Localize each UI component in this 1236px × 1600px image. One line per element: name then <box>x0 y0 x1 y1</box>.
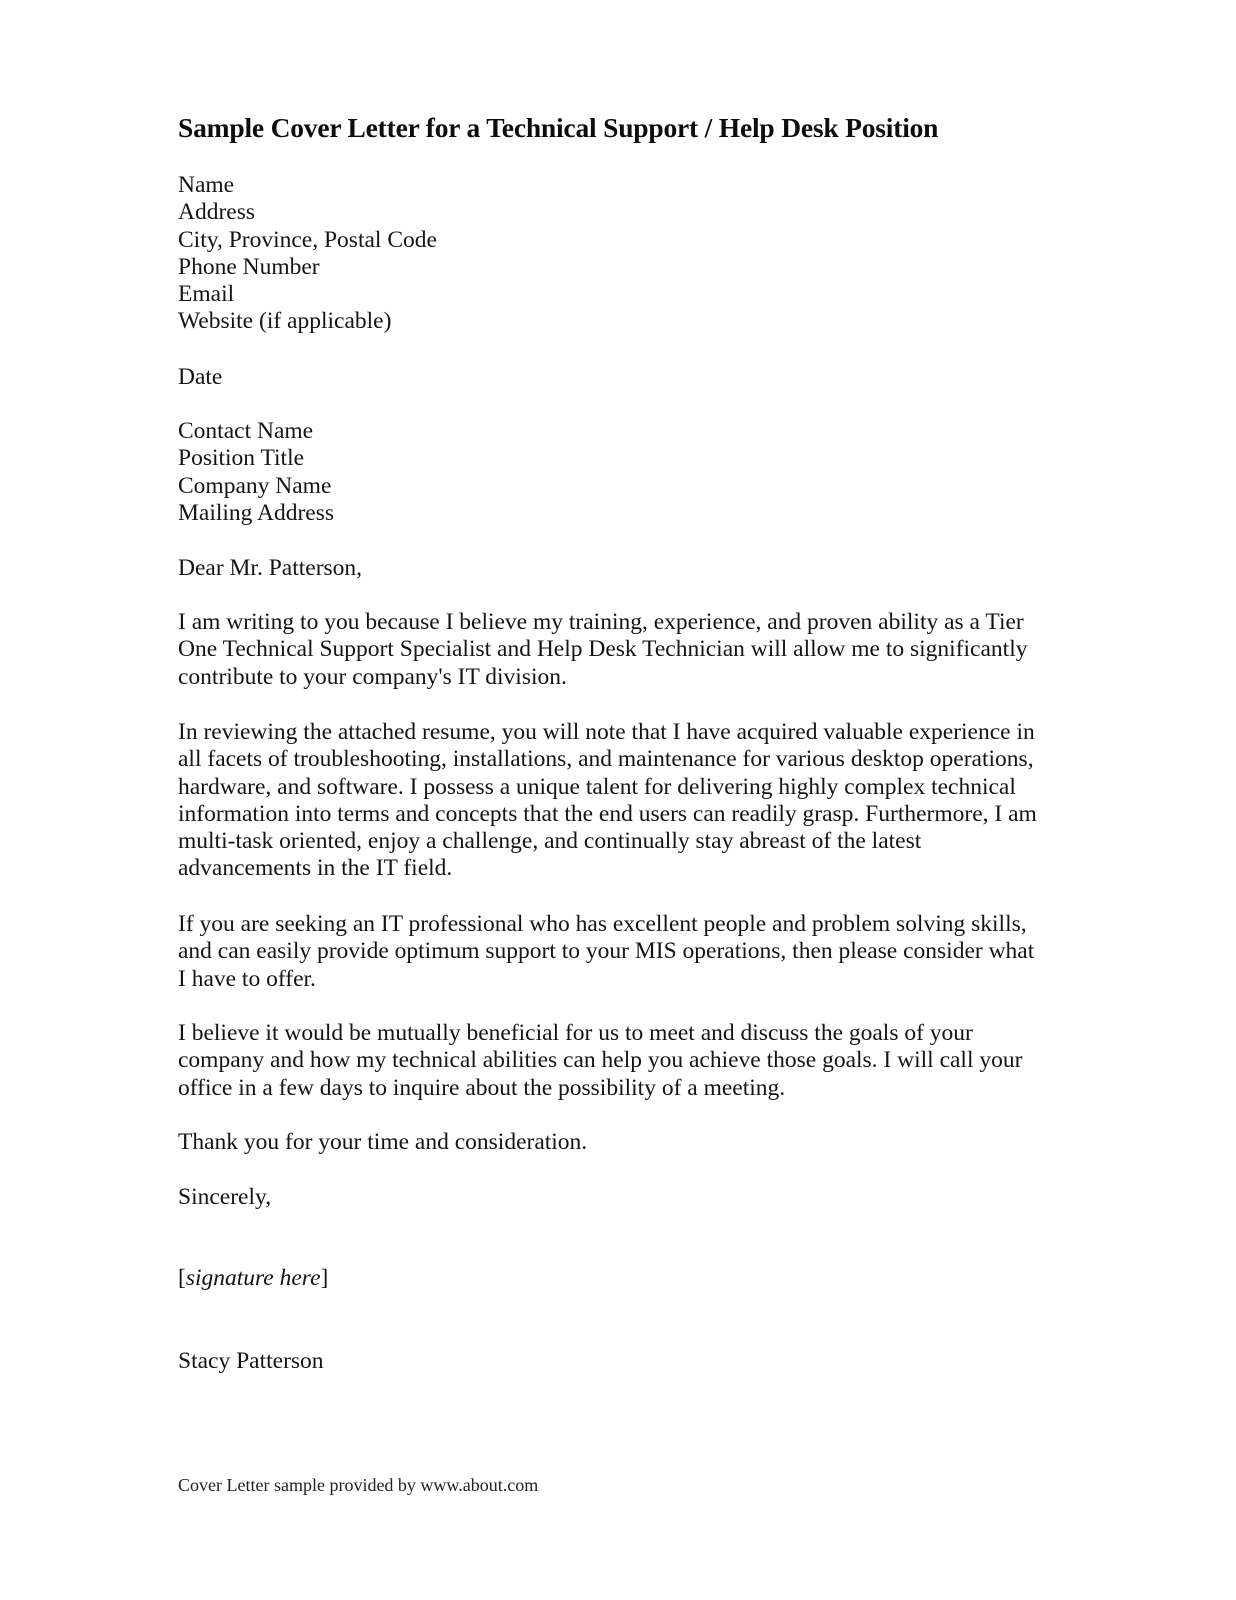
recipient-contact-name: Contact Name <box>178 418 314 444</box>
paragraph-line: I have to offer. <box>178 965 316 992</box>
paragraph-line: company and how my technical abilities can help you achieve those goals. I will call your <box>178 1047 1023 1074</box>
paragraph-line: If you are seeking an IT professional who has excellent people and problem solving skills, <box>178 911 1027 937</box>
thanks-text: Thank you for your time and consideration. <box>178 1129 588 1155</box>
paragraph-line: advancements in the IT field. <box>178 855 453 882</box>
paragraph-line: office in a few days to inquire about the possibility of a meeting. <box>178 1074 786 1101</box>
paragraph-line: information into terms and concepts that the end users can readily grasp. Furthermore, I am <box>178 800 1037 827</box>
signature-close-bracket: ] <box>320 1265 329 1291</box>
body-paragraph-1 <box>178 609 1027 691</box>
sender-name: Name <box>178 172 235 198</box>
date-line <box>178 364 222 391</box>
salutation <box>178 555 362 582</box>
paragraph-line: I believe it would be mutually beneficial for us to meet and discuss the goals of your <box>178 1020 973 1046</box>
footer-credit: Cover Letter sample provided by www.about.com <box>178 1475 539 1495</box>
paragraph-line: hardware, and software. I possess a unique talent for delivering highly complex technical <box>178 773 1016 800</box>
body-paragraph-3 <box>178 911 1034 993</box>
sender-address-block <box>178 172 437 336</box>
signature-placeholder <box>178 1265 328 1292</box>
recipient-address-block <box>178 418 334 527</box>
document-title: Sample Cover Letter for a Technical Support / Help Desk Position <box>178 112 939 143</box>
closing-text: Sincerely, <box>178 1184 272 1210</box>
paragraph-line: In reviewing the attached resume, you will note that I have acquired valuable experience in <box>178 719 1035 745</box>
sender-city: City, Province, Postal Code <box>178 226 437 253</box>
paragraph-line: I am writing to you because I believe my training, experience, and proven ability as a Tier <box>178 609 1024 635</box>
paragraph-line: One Technical Support Specialist and Help Desk Technician will allow me to significantly <box>178 636 1028 663</box>
sender-phone: Phone Number <box>178 253 320 280</box>
recipient-position-title: Position Title <box>178 445 305 472</box>
body-paragraph-2 <box>178 719 1037 883</box>
thanks-line <box>178 1129 587 1156</box>
closing <box>178 1184 271 1211</box>
signature-text: signature here <box>185 1265 321 1291</box>
paragraph-line: all facets of troubleshooting, installations, and maintenance for various desktop operations, <box>178 746 1034 773</box>
signer-name-text: Stacy Patterson <box>178 1348 324 1374</box>
recipient-company-name: Company Name <box>178 472 332 499</box>
sender-website: Website (if applicable) <box>178 308 392 335</box>
letter-date: Date <box>178 364 223 390</box>
paragraph-line: multi-task oriented, enjoy a challenge, and continually stay abreast of the latest <box>178 828 922 855</box>
sender-email: Email <box>178 281 235 308</box>
signature-open-bracket: [ <box>178 1265 186 1291</box>
paragraph-line: contribute to your company's IT division. <box>178 663 567 690</box>
paragraph-line: and can easily provide optimum support to your MIS operations, then please consider what <box>178 938 1035 965</box>
signer-name <box>178 1348 324 1375</box>
body-paragraph-4 <box>178 1020 1022 1102</box>
salutation-text: Dear Mr. Patterson, <box>178 555 363 581</box>
recipient-mailing-address: Mailing Address <box>178 499 335 526</box>
sender-address: Address <box>178 199 256 226</box>
